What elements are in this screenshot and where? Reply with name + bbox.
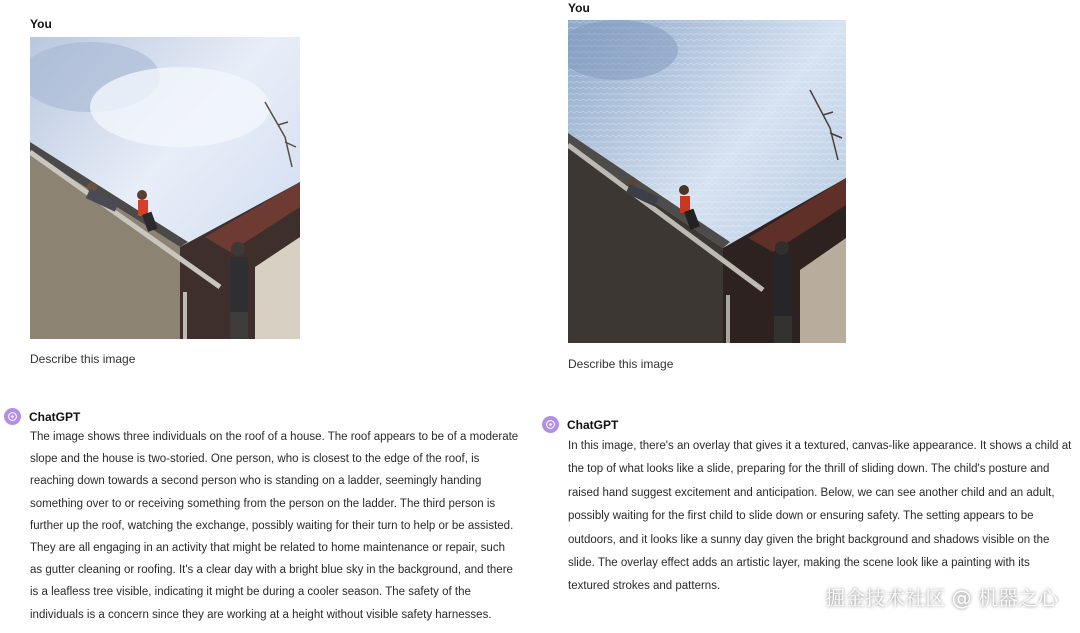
bot-header bbox=[542, 416, 618, 433]
user-prompt: Describe this image bbox=[568, 357, 674, 371]
roof-photo-icon bbox=[30, 37, 300, 339]
roof-photo-textured-icon bbox=[568, 20, 846, 343]
bot-answer: In this image, there's an overlay that gives it a textured, canvas-like appearance. It shows a child at the top of what looks like a slide, preparing for the thrill of sliding down. The child's posture and raised hand suggest excitement and anticipation. Below, we can see another child and an adult, possibly waiting for the first child to slide down or ensuring safety. The setting appears to be outdoors, and it looks like a sunny day given the bright background and shadows visible on the slide. The overlay effect adds an artistic layer, making the scene look like a painting with its textured strokes and patterns. bbox=[568, 440, 1072, 593]
user-prompt: Describe this image bbox=[30, 352, 136, 366]
chatgpt-logo-icon bbox=[4, 408, 21, 425]
bot-name: ChatGPT bbox=[567, 417, 619, 432]
chatgpt-logo-icon bbox=[542, 416, 559, 433]
uploaded-image[interactable] bbox=[568, 20, 846, 343]
bot-header bbox=[4, 408, 80, 425]
bot-name: ChatGPT bbox=[29, 409, 81, 424]
user-label: You bbox=[30, 17, 52, 31]
bot-answer: The image shows three individuals on the roof of a house. The roof appears to be of a moderate slope and the house is two-storied. One person, who is closest to the edge of the roof, is reaching down towards a second person who is standing on a ladder, seemingly handing something over to or receiving something from the person on the ladder. The third person is further up the roof, watching the exchange, possibly waiting for their turn to help or be assisted. They are all engaging in an activity that might be related to home maintenance or repair, such as gutter cleaning or roofing. It's a clear day with a bright blue sky in the background, and there is a leafless tree visible, indicating it might be during a cooler season. The safety of the individuals is a concern since they are working at a height without visible safety harnesses. bbox=[30, 431, 519, 621]
uploaded-image[interactable] bbox=[30, 37, 300, 339]
user-label: You bbox=[568, 1, 590, 15]
watermark: 掘金技术社区 @ 机器之心 bbox=[825, 586, 1058, 610]
